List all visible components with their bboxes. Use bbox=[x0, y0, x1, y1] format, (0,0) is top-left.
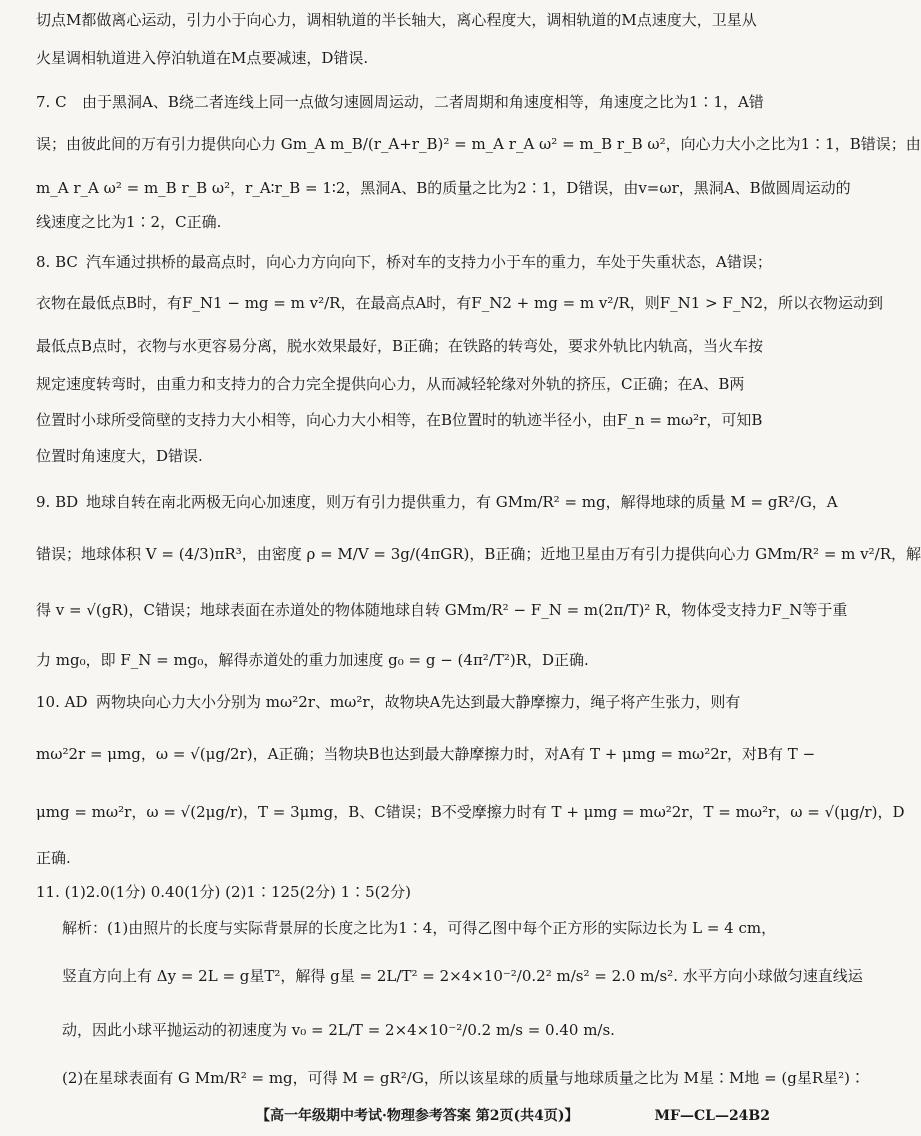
q11-line: 竖直方向上有 Δy = 2L = g星T²，解得 g星 = 2L/T² = 2×4×10⁻²/0.2² m/s² = 2.0 m/s². 水平方向小球做匀速直线运 bbox=[62, 967, 863, 985]
intro-line: 切点M都做离心运动，引力小于向心力，调相轨道的半长轴大，离心程度大，调相轨道的M点速度大，卫星从 bbox=[36, 11, 757, 29]
q11-line: 动，因此小球平抛运动的初速度为 v₀ = 2L/T = 2×4×10⁻²/0.2 m/s = 0.40 m/s. bbox=[62, 1021, 615, 1039]
q8-line: 汽车通过拱桥的最高点时，向心力方向向下，桥对车的支持力小于车的重力，车处于失重状态，A错误； bbox=[86, 253, 772, 271]
q7-line: 线速度之比为1∶2，C正确. bbox=[36, 213, 222, 231]
q9-line: 得 v = √(gR)，C错误；地球表面在赤道处的物体随地球自转 GMm/R² − F_N = m(2π/T)² R，物体受支持力F_N等于重 bbox=[36, 601, 848, 619]
q10-answer: 10. AD bbox=[36, 693, 88, 711]
q10-line: mω²2r = μmg，ω = √(μg/2r)，A正确；当物块B也达到最大静摩擦力时，对A有 T + μmg = mω²2r，对B有 T − bbox=[36, 745, 816, 763]
q9-answer: 9. BD bbox=[36, 493, 79, 511]
q8-line: 位置时小球所受筒壁的支持力大小相等，向心力大小相等，在B位置时的轨迹半径小，由F_n = mω²r，可知B bbox=[36, 411, 763, 429]
q11-answer: 11. (1)2.0(1分) 0.40(1分) (2)1∶125(2分) 1∶5(2分) bbox=[36, 883, 411, 901]
q8-line: 位置时角速度大，D错误. bbox=[36, 447, 203, 465]
q9-line: 错误；地球体积 V = (4/3)πR³，由密度 ρ = M/V = 3g/(4πGR)，B正确；近地卫星由万有引力提供向心力 GMm/R² = m v²/R，解 bbox=[36, 545, 921, 563]
q10-line: μmg = mω²r，ω = √(2μg/r)，T = 3μmg，B、C错误；B不受摩擦力时有 T + μmg = mω²2r，T = mω²r，ω = √(μg/r)，D bbox=[36, 803, 905, 821]
footer-code: MF—CL—24B2 bbox=[654, 1108, 770, 1124]
q8-answer: 8. BC bbox=[36, 253, 78, 271]
intro-line: 火星调相轨道进入停泊轨道在M点要减速，D错误. bbox=[36, 49, 369, 67]
q7-line: m_A r_A ω² = m_B r_B ω²，r_A∶r_B = 1∶2，黑洞A、B的质量之比为2∶1，D错误，由v=ωr，黑洞A、B做圆周运动的 bbox=[36, 179, 851, 197]
q11-line: (2)在星球表面有 G Mm/R² = mg，可得 M = gR²/G，所以该星球的质量与地球质量之比为 M星∶M地 = (g星R星²)∶ bbox=[62, 1069, 866, 1087]
footer-title: 【高一年级期中考试·物理参考答案 第2页(共4页)】 bbox=[256, 1108, 579, 1124]
q8-line: 衣物在最低点B时，有F_N1 − mg = m v²/R，在最高点A时，有F_N2 + mg = m v²/R，则F_N1 > F_N2，所以衣物运动到 bbox=[36, 294, 883, 312]
q8-line: 规定速度转弯时，由重力和支持力的合力完全提供向心力，从而减轻轮缘对外轨的挤压，C正确；在A、B两 bbox=[36, 375, 745, 393]
q7-line: 误；由彼此间的万有引力提供向心力 Gm_A m_B/(r_A+r_B)² = m_A r_A ω² = m_B r_B ω²，向心力大小之比为1∶1，B错误；由 bbox=[36, 135, 921, 153]
q10-line: 正确. bbox=[36, 849, 71, 867]
q9-line: 力 mg₀，即 F_N = mg₀，解得赤道处的重力加速度 g₀ = g − (4π²/T²)R，D正确. bbox=[36, 651, 589, 669]
q7-line: 由于黑洞A、B绕二者连线上同一点做匀速圆周运动，二者周期和角速度相等，角速度之比为1∶1，A错 bbox=[82, 93, 764, 111]
q8-line: 最低点B点时，衣物与水更容易分离，脱水效果最好，B正确；在铁路的转弯处，要求外轨比内轨高，当火车按 bbox=[36, 337, 764, 355]
q7-answer: 7. C bbox=[36, 93, 67, 111]
q9-line: 地球自转在南北两极无向心加速度，则万有引力提供重力，有 GMm/R² = mg，解得地球的质量 M = gR²/G，A bbox=[86, 493, 838, 511]
q11-line: 解析：(1)由照片的长度与实际背景屏的长度之比为1∶4，可得乙图中每个正方形的实际边长为 L = 4 cm， bbox=[62, 919, 777, 937]
q10-line: 两物块向心力大小分别为 mω²2r、mω²r，故物块A先达到最大静摩擦力，绳子将产生张力，则有 bbox=[96, 693, 741, 711]
